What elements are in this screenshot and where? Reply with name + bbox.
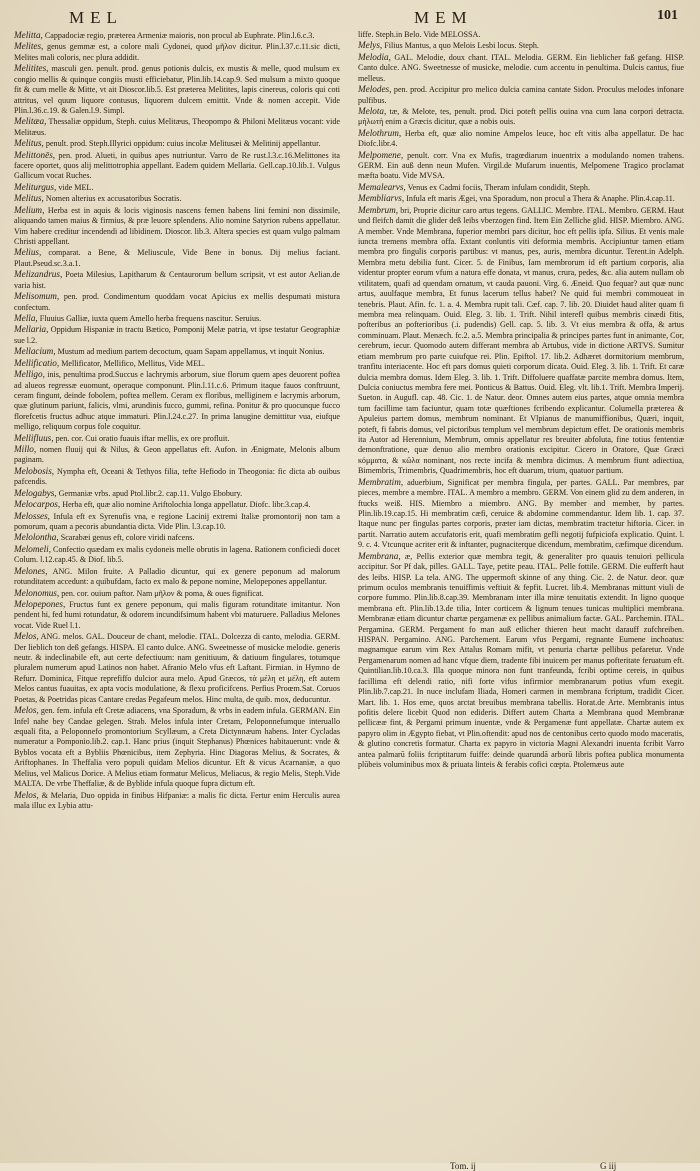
entry-text: nomen fluuij qui & Nilus, & Geon appellatus eft. Aufon. in Ænigmate, Melonis album paginam. xyxy=(14,445,340,465)
entry-text: comparat. a Bene, & Meliuscule, Vide Bene in bonus. Dij melius faciant. Plaut.Pseud.sc.3.a.1. xyxy=(14,248,340,268)
text-columns xyxy=(14,30,686,1151)
entry-text: Fluuius Galliæ, iuxta quem Amello herba frequens nascitur. Seruius. xyxy=(39,313,262,323)
dictionary-entry xyxy=(358,40,684,51)
dictionary-entry xyxy=(14,588,340,599)
dictionary-entry xyxy=(14,566,340,588)
entry-headword: Melitus, xyxy=(14,138,44,149)
entry-text: Poeta Milesius, Lapitharum & Centaurorum bellum scripsit, vt est autor Aelian.de varia hist. xyxy=(14,270,340,290)
entry-text: gen. fem. infula eft Cretæ adiacens, vna Sporadum, & vrbs in eadem infula. GERMAN. Ein Infel nahe bey Candae gelegen. Strab. Melos infula inter Cretam, Peloponnefumque interuallo æquali fita, a Peloponnefo promontorium Scyllæum, a Creta Dictynnæum habens. Inter Cycladas numeratur a Pomponio.lib.2. cap.1. Hanc prius (inquit Stephanus) Phœnices habitauerunt: vnde & Byblos vocata eft a Bybliis Phœnicibus, item Zephyria. Hinc Diagoras Melius, & Socrates, & Ariftophanes. In Theffalia vero populi quidam Melios dicuntur. Eft & vicus Acarnaniæ, a quo Melius, vel Malicus Dorice. A Melius etiam formatur Melicus, Meliacus, & regio Melis, Steph.Vide MALTA. De vrbe Theffaliæ, & de Byblide infula quoque fupra dictum eft. xyxy=(14,706,340,789)
dictionary-entry xyxy=(14,324,340,346)
dictionary-entry xyxy=(14,193,340,204)
entry-text: GAL. Melodie, doux chant. ITAL. Melodia. GERM. Ein lieblicher faß gefang. HISP. Canto dulce. ANG. Sweetnesse of musicke, melodie. cum accentu in penultima. Dulcis cantus, fiue melleus. xyxy=(358,52,684,83)
dictionary-entry xyxy=(14,499,340,510)
dictionary-entry xyxy=(14,30,340,41)
entry-headword: Melitæa, xyxy=(14,116,47,127)
entry-text: masculi gen. penult. prod. genus potionis dulcis, ex mustis & melle, quod mulsum ex congio mellis & quinque congiis musti efficiebatur, Plin.lib.14.cap.9. Sed mulsum a mixto quoque fit & cum melle & Mitte, vt ait Dioscor.lib.5. Est præterea Melitites, lapis cinereus, coloris qui coti attritus, vel quum liquore contusus, liquorem dulcem emittit. Vnde & nomen accepit. Vide Plin.l.36.c.19. & Galen.l.9. Simpl. xyxy=(14,64,340,115)
entry-text: Thessaliæ oppidum, Steph. cuius Melitæus, Theopompo & Philoni Melitæus vocant: vide Melitæus. xyxy=(14,117,340,137)
entry-text: inis, penultima prod.Succus e lachrymis arborum, siue florum quem apes deuorent poftea ad alueos regressæ euomunt, operaque componunt. Plin.l.11.c.6. Primum itaque fauos conftruunt, ceram fingunt, deinde fobolem, poftea mellem. Ceram ex floribus, melliginem e lacrymis arborum, quæ glutinum pariunt, falicis, vlmi, arundinis fucco, gummi, refina. Ponitur & pro quocunque fucco florefcetis fructus adhuc atque immaturi. Plin.l.24.c.27. In prima lanugine demittitur vua, eiufque melligo, reliquum corpus fole coquitur. xyxy=(14,370,340,432)
page-number: 101 xyxy=(657,8,678,23)
dictionary-entry xyxy=(358,30,684,40)
entry-text: tæ, & Melote, tes, penult. prod. Dici poteft pellis ouina vna cum lana corpori detracta. μήλωτὴ enim a Græcis dicitur, quæ a nobis ouis. xyxy=(358,106,684,127)
dictionary-entry xyxy=(358,106,684,128)
entry-text: aduerbium, Significat per membra fingula, per partes. GALL. Par membres, par pieces, membre a membre. ITAL. A membro a membro. GERM. Von einem glid zu dem anderen, in ftucks weiß. HIS. Miembro a miembro. ANG. By member and member, by partes. Plin.lib.19.cap.15. Hi membratim cæfi, ceruice & abdomine commendantur. Idem lib. 1. cap. 37. Itaque nunc per fingulas partes corporis, præter iam dictas, membratim tractetur hiftoria. Cicer. in partit. Narratio autem accufatoris erit, quafi membratim gefli negotij fufpiciofa explicatio. Quint. l. 9. c. 4. Vtcunque acriter erit & inftanter, pugnaciterque dicendum, membratim, cæfimque dicendum. xyxy=(358,477,684,550)
dictionary-entry xyxy=(14,599,340,631)
entry-headword: Melones, xyxy=(14,565,48,576)
dictionary-entry xyxy=(14,138,340,149)
entry-text: Mustum ad medium partem decoctum, quam Sapam appellamus, vt inquit Nonius. xyxy=(57,347,325,357)
dictionary-entry xyxy=(14,466,340,488)
dictionary-entry xyxy=(14,488,340,499)
dictionary-entry xyxy=(358,182,684,193)
entry-headword: Melolontha, xyxy=(14,532,59,543)
entry-text: Nympha eft, Oceani & Tethyos filia, tefte Hefiodo in Theogonia: fic dicta ab ouibus pafcendis. xyxy=(14,466,340,487)
entry-headword: Melitites, xyxy=(14,63,49,74)
entry-headword: Mellifluus, xyxy=(14,432,54,443)
entry-headword: Membliarvs, xyxy=(358,193,405,204)
entry-text: Scarabæi genus eft, colore viridi nafcens. xyxy=(60,533,195,543)
entry-text: pen. prod. Alueti, in quibus apes nutriuntur. Varro de Re rust.l.3.c.16.Melittones ita facere oportet, quos alij melittotrophia appellant. Eadem quidem Mellaria. Gell.cap.10.lib.1. Vulgus Gallicum vocat Ruches. xyxy=(14,150,340,181)
dictionary-entry xyxy=(14,511,340,533)
dictionary-entry xyxy=(14,150,340,182)
left-column xyxy=(14,30,340,1151)
entry-text: penult. corr. Vna ex Mufis, tragœdiarum inuentrix a modulando nomen trahens. GERM. Ein auß denn neun Mufen. Virgil.de Mufarum inuentis, Melpomene Tragico proclamat mæfta boatu. Vide MVSA. xyxy=(358,150,684,181)
dictionary-entry xyxy=(14,41,340,63)
entry-headword: Melos, xyxy=(14,631,39,642)
dictionary-entry xyxy=(358,551,684,771)
dictionary-entry xyxy=(358,52,684,84)
entry-headword: Membratim, xyxy=(358,476,404,487)
entry-text: pen. cor. Cui oratio fuauis iftar mellis, ex ore profluit. xyxy=(55,433,230,443)
dictionary-entry xyxy=(14,182,340,193)
entry-headword: Melizandrus, xyxy=(14,269,63,280)
entry-headword: Melium, xyxy=(14,204,45,215)
dictionary-entry xyxy=(14,444,340,466)
entry-headword: Melys, xyxy=(358,40,383,51)
entry-headword: Melos, xyxy=(14,705,39,716)
entry-headword: Millo, xyxy=(14,444,37,455)
entry-text: liffe. Steph.in Belo. Vide MELOSSA. xyxy=(358,30,481,39)
entry-headword: Melocarpos, xyxy=(14,499,61,510)
entry-headword: Mellacium, xyxy=(14,346,56,357)
entry-text: Herba eft, quæ alio nomine Ampelos leuce, hoc eft vitis alba appellatur. De hac Diofc.libr.4. xyxy=(358,128,684,149)
entry-headword: Melobosis, xyxy=(14,465,55,476)
entry-headword: Membrum, xyxy=(358,204,399,215)
entry-headword: Meliturgus, xyxy=(14,181,57,192)
dictionary-entry xyxy=(14,433,340,444)
entry-text: penult. prod. Steph.Illyrici oppidum: cuius incolæ Melitusæi & Melitinij appellantur. xyxy=(45,139,321,149)
entry-headword: Mellaria, xyxy=(14,324,49,335)
entry-headword: Melites, xyxy=(14,41,44,52)
entry-headword: Melodia, xyxy=(358,51,391,62)
running-header xyxy=(14,8,686,32)
entry-text: Oppidum Hispaniæ in tractu Bætico, Pomponij Melæ patria, vt ipse testatur Geographiæ sue l.2. xyxy=(14,325,340,345)
dictionary-entry xyxy=(14,358,340,369)
entry-text: Confectio quædam ex malis cydoneis melle obrutis in lagena. Rationem conficiedi docet Colum. l.12.cap.45. & Diof. lib.5. xyxy=(14,544,340,565)
entry-text: vide MEL. xyxy=(58,182,94,192)
entry-text: Herba est in aquis & locis viginosis nascens femen habens lini femini non dissimile, aliquando tamen maius & firmius, & præ leuore splendens. Alio nomine Satyrion rubens appellatur. Vim habere creditur incendendi ad libidinem. Dioscor. lib.3. Altera species est quam vulgo palmam Christi appellant. xyxy=(14,205,340,247)
entry-headword: Melopepones, xyxy=(14,598,66,609)
right-column xyxy=(358,30,684,1151)
left-running-head: MEL xyxy=(69,8,123,27)
entry-text: Cappadociæ regio, præterea Armeniæ maioris, non procul ab Euphrate. Plin.l.6.c.3. xyxy=(44,31,315,40)
entry-headword: Melittonēs, xyxy=(14,149,56,160)
dictionary-entry xyxy=(14,705,340,789)
entry-headword: Melosses, xyxy=(14,510,50,521)
entry-text: genus gemmæ est, a colore mali Cydonei, quod μῆλον dicitur. Plin.l.37.c.11.sic dicti, Melites mali coloris, nec plura addidit. xyxy=(14,42,340,62)
entry-headword: Mellificatio, xyxy=(14,357,60,368)
dictionary-entry xyxy=(358,205,684,477)
entry-headword: Melligo, xyxy=(14,369,45,380)
dictionary-entry xyxy=(14,291,340,313)
dictionary-entry xyxy=(14,313,340,324)
entry-headword: Melos, xyxy=(14,789,39,800)
entry-text: ANG. melos. GAL. Douceur de chant, melodie. ITAL. Dolcezza di canto, melodia. GERM. Der lieblich ton deß gefangs. HISPA. El canto dulce. ANG. Sweetnesse of musicke melodie. generis neutr. & indeclinabile eft, aut certe defectiuum: nam genitiuum, & datiuum fingulares, totumque pluralem numerum apud Latinos non habet. Afranio Melo vfus eft Laftant. Firmian. in Hymno de Refurr. Dominica, Fitque reprefiffo dulcior aura melo. Apud Græcos, τὰ μέλη et μέλη, eft autem Melos cantus fuauitas, ex apta vocis modulatione, & flexu proficifcens. Perfius Proœm.Sat. Coruos Poetas, & Poetridas picas Cantare credas Pegafeum melos. Hinc multa, de quib. mox, deducuntur. xyxy=(14,632,340,704)
right-running-head: MEM xyxy=(414,8,473,27)
dictionary-entry xyxy=(358,150,684,182)
entry-headword: Melisomum, xyxy=(14,291,60,302)
entry-text: æ, Pellis exterior quæ membra tegit, & generaliter pro quauis tenuiori pellicula accipitur. Sor Pf dak, pilles. GALL. Taye, petite peau. ITAL. Pelle fottile. GERM. Die eufferft haut des leibs. HISP. La tela. ANG. The uppermoft skinne of any thing. Cic. 2. de Natur. deor. quæ primum oculos membranis tenuiffimis veftiuit & fepfit. Lucret. lib.4. Membranas mittunt viuli de corpore fummo. Plin.lib.8.cap.39. Membranam inter illa miræ tenuitatis extendit. In ligno quoque membrana eft. Plin.lib.13.de tilia, Inter corticem & lignum tenues tunicas multiplici membrana. Membranæ etiam dicuntur chartæ pergamenæ ex pellibus animalium factæ. GAL. Parchemin. ITAL. Pergamina. GERM. Pergament fo man auß etlicher thieren heut macht darauff zufchreiben. HISPAN. Pergamino. ANG. Parchement. Earum vfus Pergami, regnante Eumene inchoatus: magnamque earum vim Rex Attalus Romam mifit, vt penuria chartæ pellibus pefaretur. Vnde Pergamenarum nomen ad hanc vfque diem, tradente fibi inuicem per manus pofteritate feruatum eft. Quintilian.lib.10.ca.3. Illa quoque minora non funt tranfeunda, fcribi optime cereis, in quibus facillima eft delendi ratio, nifi forte vifus infirmior membranarum potius vfum exegit. Plin.lib.7.cap.21. In nuce inclufam Iliada, Homeri carmen in membrana fcriptum, tradidit Cicer. Mart. lib. 1. Hos eme, quos arctat breuibus membrana tabellis. Horat.de Arte. Membranis intus pofitis delere licebit Quod non edideris. Differt autem Charta a Membrana quod Membranæ pellicææ fint, & Pergami primum inuentæ, vnde & Pergamenæ funt appellatæ. Chartæ autem ex papyro olim in Ægypto fiebat, vt Plin.oftendit: apud nos de centonibus certo quodo modo maceratis, & glutino concretis formatur. Charta ex papyro in victoria Magni Alexandri inuenta fcribit Varro antea palmarū foliis fcriptitarum fuiffe: deinde quarundā arborū libris poftea publica monumenta plūbeis voluminibus mox & priuata linteis & ferabis cofici cœpta. Ptolemæus aute xyxy=(358,551,684,770)
entry-headword: Melodes, xyxy=(358,84,392,95)
entry-text: Herba eft, quæ alio nomine Ariftolochia longa appellatur. Diofc. libr.3.cap.4. xyxy=(62,500,311,510)
dictionary-entry xyxy=(14,790,340,812)
dictionary-entry xyxy=(358,84,684,106)
entry-text: Nomen alterius ex accusatoribus Socratis. xyxy=(45,194,182,204)
entry-headword: Melitta, xyxy=(14,30,43,40)
entry-headword: Melogabys, xyxy=(14,487,57,498)
dictionary-entry xyxy=(358,477,684,551)
entry-text: Germaniæ vrbs. apud Ptol.libr.2. cap.11. Vulgo Ebobury. xyxy=(58,488,243,498)
entry-text: pen. prod. Accipitur pro melico dulcia camina cantate Sidon. Proculus melodes infonare pulfibus. xyxy=(358,85,684,105)
dictionary-entry xyxy=(14,532,340,543)
dictionary-entry xyxy=(14,369,340,433)
entry-text: Fructus funt ex genere peponum, qui malis figuram rotunditate imitantur. Non pendent hi, fed humi rotundatur, & odorem incundifsimum habent vbi maturuere. Palladius Melones vocat. Vide Ruel l.1. xyxy=(14,599,340,630)
dictionary-entry xyxy=(14,116,340,138)
entry-headword: Membrana, xyxy=(358,550,401,561)
volume-mark: Tom. ij xyxy=(450,1161,476,1171)
dictionary-entry xyxy=(14,631,340,705)
entry-text: pen. prod. Condimentum quoddam vocat Apicius ex mellis despumati mistura confectum. xyxy=(14,292,340,312)
entry-text: bri, Proprie dicitur caro artus tegens. GALLIC. Membre. ITAL. Membro. GERM. Haut und fleifch damit die glider deß leibs vberzogen find. Item Ein Zelliche glid. HISP. Miembro. ANG. A member. Vnde Membrana, fuperior membri pars dicitur, hoc eft pellis ipfa. Silius. Et venis male iuncta tremens membra offa. Extant conluntis viti deformia membris. Accipiuntur tamen etiam membra pro fingulis corporis partibus: vt manus, pes, auris, membra dicuntur. Terent.in Adelph. Membra metu debilia funt. Cicer. 5. de Finibus, Iam membrorum id eft partium corporis, alia videntur propter eorum vfum a natura effe donata, vt manus, crura, pedes, &c. alia autem nullam ob vtilitatem, quafi ad quendam ornatum, vt cauda pauoni. Virg. 6. Æneid. Quo fequar? aut quæ nunc artus, auulfaque membra, Et funus lacerum tellus habet? Ne quid fui membri commoueat in tenebris. Plaut. Afin. fc. 1. a. 4. Membra rupit tali. Cæf. cap. 7. lib. 20. Diuidet haud aliter quam fi membra mea relinquam. Ouid. Eleg. 3. lib. 1. Trift. Nihil interefl quibus membris cinædi fitis, pofteribus an pofterioribus (.i. pudendis) Gell. cap. 5. lib. 3. Vt eius membra & offa, & artus comminuam. Plaut. Menæch. fc.2. a.5. Membra principalia & principes partes funt in animante, Cor, cerebrum, iecur. Quomodo autem differant membra ab Artubus, vide in dictione ARTVS. Sumitur etiam membrum pro parte cuiufque rei. Plin. Epiftol. 17. lib.2. Adhæret dormitorium membrum, tranfitu interiacente. Hoc eft pars domus quieti corporum dicata. Ouid. Eleg. 3. lib. 1. Trift. Et caræ dulcia membra domus. Idem Eleg. 3. lib. 1. Trift. Diffoluere quaffatæ parcite membra domus. Item, Dulcia coniuctus membra fere mei. Ponticus & Battus. Ouid. Eleg. vlt. lib.1. Trift. Membra Imperij. Sueton. in Augufl. cap. 48. Cic. 1. de Natur. deor. Omnes autem eius partes, atque omnia membra tum facillime tam faciuntur, quam totæ quæftiones fcribendo explicantur. Columella præterea & Apuleius partem domus, membrum nominant. Et Vlpianus de manumiffionibus, Quæri, inquit, poteft, fi fabris domus, vel pictoribus templum vel membrum depictum effet. De orationis membris ita Autor ad Herennium, Membrum, omnis appellatur res breuiter abfoluta, fine totius fententiæ demonftratione, quæ denuo alio membro orationis excipitur. Cicero in Oratore, Quæ Græci κόμματα, & κῶλα nominant, nos recte incifa & membra dicimus. A membrum fiunt adiectiua, Bimembris, Trimembris, Quadrimembris, hoc eft duarum, trium, quatuor partium. xyxy=(358,205,684,476)
entry-headword: Melpomene, xyxy=(358,149,404,160)
gathering-mark: G iij xyxy=(600,1161,617,1171)
dictionary-entry xyxy=(14,346,340,357)
entry-text: Filius Mantus, a quo Melois Lesbi locus. Steph. xyxy=(384,41,539,51)
dictionary-entry xyxy=(14,247,340,269)
dictionary-entry xyxy=(358,128,684,150)
entry-text: Venus ex Cadmi fociis, Theram infulam condidit, Steph. xyxy=(407,182,590,192)
entry-headword: Mella, xyxy=(14,312,38,323)
entry-headword: Melitus, xyxy=(14,193,44,204)
entry-headword: Melothrum, xyxy=(358,127,402,138)
entry-text: Mellificator, Mellifico, Mellitus, Vide MEL. xyxy=(61,358,206,368)
entry-text: Infula eft maris Ægei, vna Sporadum, non procul a Thera & Anaphe. Plin.4.cap.11. xyxy=(406,194,675,204)
entry-headword: Melomeli, xyxy=(14,543,51,554)
entry-text: pen. cor. ouium paftor. Nam μῆλον & poma, & oues fignificat. xyxy=(61,588,264,598)
entry-text: ANG. Milon fruite. A Palladio dicuntur, qui ex genere peponum ad malorum rotunditatem accedunt: a quibufdam, facto ex malo & pepone nomine, Melopepones appellantur. xyxy=(14,566,340,587)
dictionary-entry xyxy=(14,544,340,566)
entry-headword: Melius, xyxy=(14,247,42,258)
entry-text: & Melaria, Duo oppida in finibus Hifpaniæ: a malis fic dicta. Fertur enim Herculis aurea mala illuc ex Lybia attu- xyxy=(14,790,340,810)
entry-headword: Melonomus, xyxy=(14,587,60,598)
entry-headword: Melota, xyxy=(358,105,387,116)
dictionary-entry xyxy=(358,193,684,204)
entry-headword: Memalearvs, xyxy=(358,181,406,192)
dictionary-entry xyxy=(14,205,340,248)
dictionary-entry xyxy=(14,63,340,116)
entry-text: Infula eft ex Syrenufis vna, e regione Lacinij extremi Italiæ promontorij non tam a pomorum, quam a pecoris abundantia dicta. Vide Plin. l.3.cap.10. xyxy=(14,511,340,531)
dictionary-entry xyxy=(14,269,340,291)
